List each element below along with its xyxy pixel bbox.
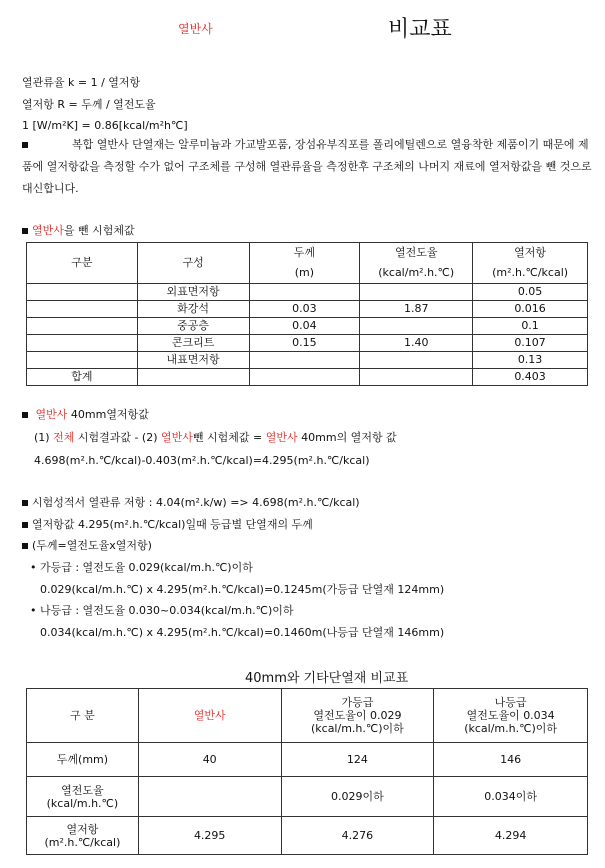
t2-header-brand: 열반사 [138,689,281,743]
bullet-icon [22,228,28,234]
test-body-table [26,242,588,386]
bullet-icon [22,142,28,148]
table-total-row: 합계 0.403 [27,369,588,386]
table-row: 외표면저항 0.05 [27,284,588,301]
t1-header-resistance: 열저항 [473,243,588,264]
section3-line1: 시험성적서 열관류 저항 : 4.04(m².k/w) => 4.698(m².h.℃/kcal) [22,496,360,510]
table-row: 두께(mm) 40 124 146 [27,743,588,777]
section3-line6: • 나등급 : 열전도율 0.030~0.034(kcal/m.h.℃)이하 [30,604,294,617]
bullet-icon [22,522,28,528]
formula-heat-transmission: 열관류율 k = 1 / 열저항 [22,76,141,89]
t2-header-grade-a: 가등급 열전도율이 0.029 (kcal/m.h.℃)이하 [281,689,434,743]
t1-header-composition: 구성 [137,243,249,284]
t1-header-resistance-unit: (m².h.℃/kcal) [473,263,588,284]
t1-header-division: 구분 [27,243,138,284]
section3-line7: 0.034(kcal/m.h.℃) x 4.295(m².h.℃/kcal)=0.1460m(나등급 단열재 146mm) [40,626,445,639]
table2-title: 40mm와 기타단열재 비교표 [245,671,409,686]
table-row: 열저항 (m².h.℃/kcal) 4.295 4.276 4.294 [27,817,588,855]
table-row: 내표면저항 0.13 [27,352,588,369]
section2-heading: 열반사 40mm열저항값 [22,408,149,422]
table-row: 열전도율 (kcal/m.h.℃) 0.029이하 0.034이하 [27,777,588,817]
t1-header-conductivity-unit: (kcal/m².h.℃) [360,263,473,284]
section2-formula-line1: (1) 전체 시험결과값 - (2) 열반사뺀 시험체값 = 열반사 40mm의 열저항 값 [34,431,397,444]
table-row: 콘크리트 0.15 1.40 0.107 [27,335,588,352]
section1-suffix: 을 뺀 시험체값 [63,224,135,237]
intro-paragraph: 복합 열반사 단열재는 알루미늄과 가교발포품, 장섬유부직포를 폴리에틸렌으로 열융착한 제품이기 때문에 제품에 열저항값을 측정할 수가 없어 구조체를 구성해 열관류율을 측정한후 구조체의 나머지 재료에 열저항값을 뺀 것으로 대신합니다. [22,138,592,195]
t1-header-thickness: 두께 [249,243,360,264]
page-title: 비교표 [388,17,452,42]
section3-line3: (두께=열전도율x열저항) [22,539,152,553]
section3-line4: • 가등급 : 열전도율 0.029(kcal/m.h.℃)이하 [30,561,253,574]
formula-heat-resistance: 열저항 R = 두께 / 열전도율 [22,98,156,111]
table-row: 중공층 0.04 0.1 [27,318,588,335]
section1-heading [22,224,135,238]
section1-brand: 열반사 [32,224,64,237]
formula-unit-conversion: 1 [W/m²K] = 0.86[kcal/m²h℃] [22,119,188,132]
t2-header-division: 구 분 [27,689,139,743]
bullet-icon [22,543,28,549]
t1-header-thickness-unit: (m) [249,263,360,284]
brand-label: 열반사 [178,22,213,36]
comparison-table [26,688,588,855]
t2-header-grade-b: 나등급 열전도율이 0.034 (kcal/m.h.℃)이하 [434,689,588,743]
section3-line5: 0.029(kcal/m.h.℃) x 4.295(m².h.℃/kcal)=0.1245m(가등급 단열재 124mm) [40,583,445,596]
table-row: 화강석 0.03 1.87 0.016 [27,301,588,318]
section3-line2: 열저항값 4.295(m².h.℃/kcal)일때 등급별 단열재의 두께 [22,518,313,532]
t1-header-conductivity: 열전도율 [360,243,473,264]
bullet-icon [22,412,28,418]
bullet-icon [22,500,28,506]
section2-formula-line2: 4.698(m².h.℃/kcal)-0.403(m².h.℃/kcal)=4.295(m².h.℃/kcal) [34,454,370,467]
